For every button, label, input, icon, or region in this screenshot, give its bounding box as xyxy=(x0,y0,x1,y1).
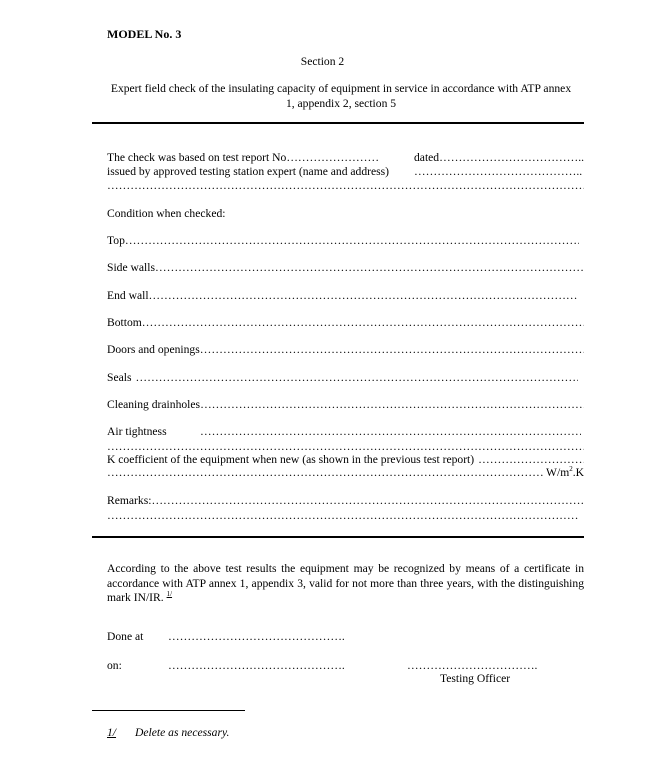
issued-label: issued by approved testing station expert (name and address) xyxy=(107,165,390,178)
k-coefficient-dots[interactable] xyxy=(107,466,544,480)
air-tightness-label: Air tightness xyxy=(107,425,167,438)
condition-label: Side walls xyxy=(107,261,155,274)
remarks-dots[interactable] xyxy=(107,509,579,523)
remarks-label: Remarks: xyxy=(107,494,152,507)
condition-dots[interactable] xyxy=(200,398,584,412)
check-label: The check was based on test report No…………………… xyxy=(107,151,380,164)
k-coefficient-field[interactable] xyxy=(107,453,584,467)
condition-heading: Condition when checked: xyxy=(107,207,226,220)
k-unit: $W/m^2.K$ xyxy=(546,466,584,479)
footnote-rule xyxy=(92,710,245,711)
condition-label: Bottom xyxy=(107,316,142,329)
air-tightness-dots[interactable] xyxy=(107,440,584,454)
condition-end-wall-field[interactable] xyxy=(107,289,578,303)
section-title: Section 2 xyxy=(300,55,345,68)
done-at-field[interactable]: ………………………………………. xyxy=(168,630,345,643)
condition-label: Top xyxy=(107,234,125,247)
condition-side-walls-field[interactable] xyxy=(107,261,584,275)
top-rule xyxy=(92,122,584,124)
model-number: MODEL No. 3 xyxy=(107,27,182,41)
condition-label: Cleaning drainholes xyxy=(107,398,201,411)
done-at-label: Done at xyxy=(107,630,144,643)
condition-dots[interactable] xyxy=(125,234,579,248)
remarks-dots[interactable] xyxy=(151,494,584,508)
issued-dots[interactable]: …………………………………….. xyxy=(414,165,583,178)
condition-dots[interactable] xyxy=(149,289,578,303)
footnote-text: Delete as necessary. xyxy=(135,726,230,739)
air-tightness-line-2[interactable] xyxy=(107,440,584,454)
issued-by-row[interactable] xyxy=(107,165,584,179)
condition-doors-field[interactable] xyxy=(107,343,584,357)
officer-signature-field[interactable]: ……………………………. xyxy=(407,659,538,672)
test-report-row[interactable] xyxy=(107,151,584,165)
on-date-field[interactable]: ………………………………………. xyxy=(168,659,345,672)
on-label: on: xyxy=(107,659,122,672)
condition-seals-field[interactable] xyxy=(107,371,578,385)
k-coefficient-value-line[interactable] xyxy=(107,466,584,480)
remarks-line-2[interactable] xyxy=(107,509,579,523)
condition-label: End wall xyxy=(107,289,149,302)
bottom-rule xyxy=(92,536,584,538)
k-coefficient-label: K coefficient of the equipment when new (as shown in the previous test report) xyxy=(107,453,475,466)
testing-officer-label: Testing Officer xyxy=(440,672,511,685)
issued-address-line[interactable] xyxy=(107,179,584,193)
k-coefficient-dots[interactable] xyxy=(478,453,584,467)
footnote-number: 1/ xyxy=(107,726,117,739)
condition-dots[interactable] xyxy=(142,316,584,330)
condition-dots[interactable] xyxy=(155,261,584,275)
form-subtitle: Expert field check of the insulating capacity of equipment in service in accordance with ATP annex 1, appendix 2, section 5 xyxy=(110,82,572,110)
footnote xyxy=(107,726,229,740)
remarks-field[interactable] xyxy=(107,494,584,508)
condition-dots[interactable] xyxy=(135,371,578,385)
address-dots[interactable] xyxy=(107,179,584,193)
air-tightness-dots[interactable] xyxy=(200,425,581,439)
condition-top-field[interactable] xyxy=(107,234,579,248)
condition-drainholes-field[interactable] xyxy=(107,398,584,412)
footnote-ref: 1/ xyxy=(166,590,173,598)
condition-label: Doors and openings xyxy=(107,343,200,356)
dated-field[interactable]: dated……………………………….. xyxy=(414,151,584,164)
conclusion-paragraph: According to the above test results the equipment may be recognized by means of a certificate in accordance with ATP annex 1, appendix 3, valid for not more than three years, with the distinguishing mark IN/IR. $^{1/}$ xyxy=(107,562,584,604)
condition-label: Seals xyxy=(107,371,132,384)
air-tightness-field[interactable] xyxy=(107,425,581,439)
condition-bottom-field[interactable] xyxy=(107,316,584,330)
condition-dots[interactable] xyxy=(200,343,584,357)
